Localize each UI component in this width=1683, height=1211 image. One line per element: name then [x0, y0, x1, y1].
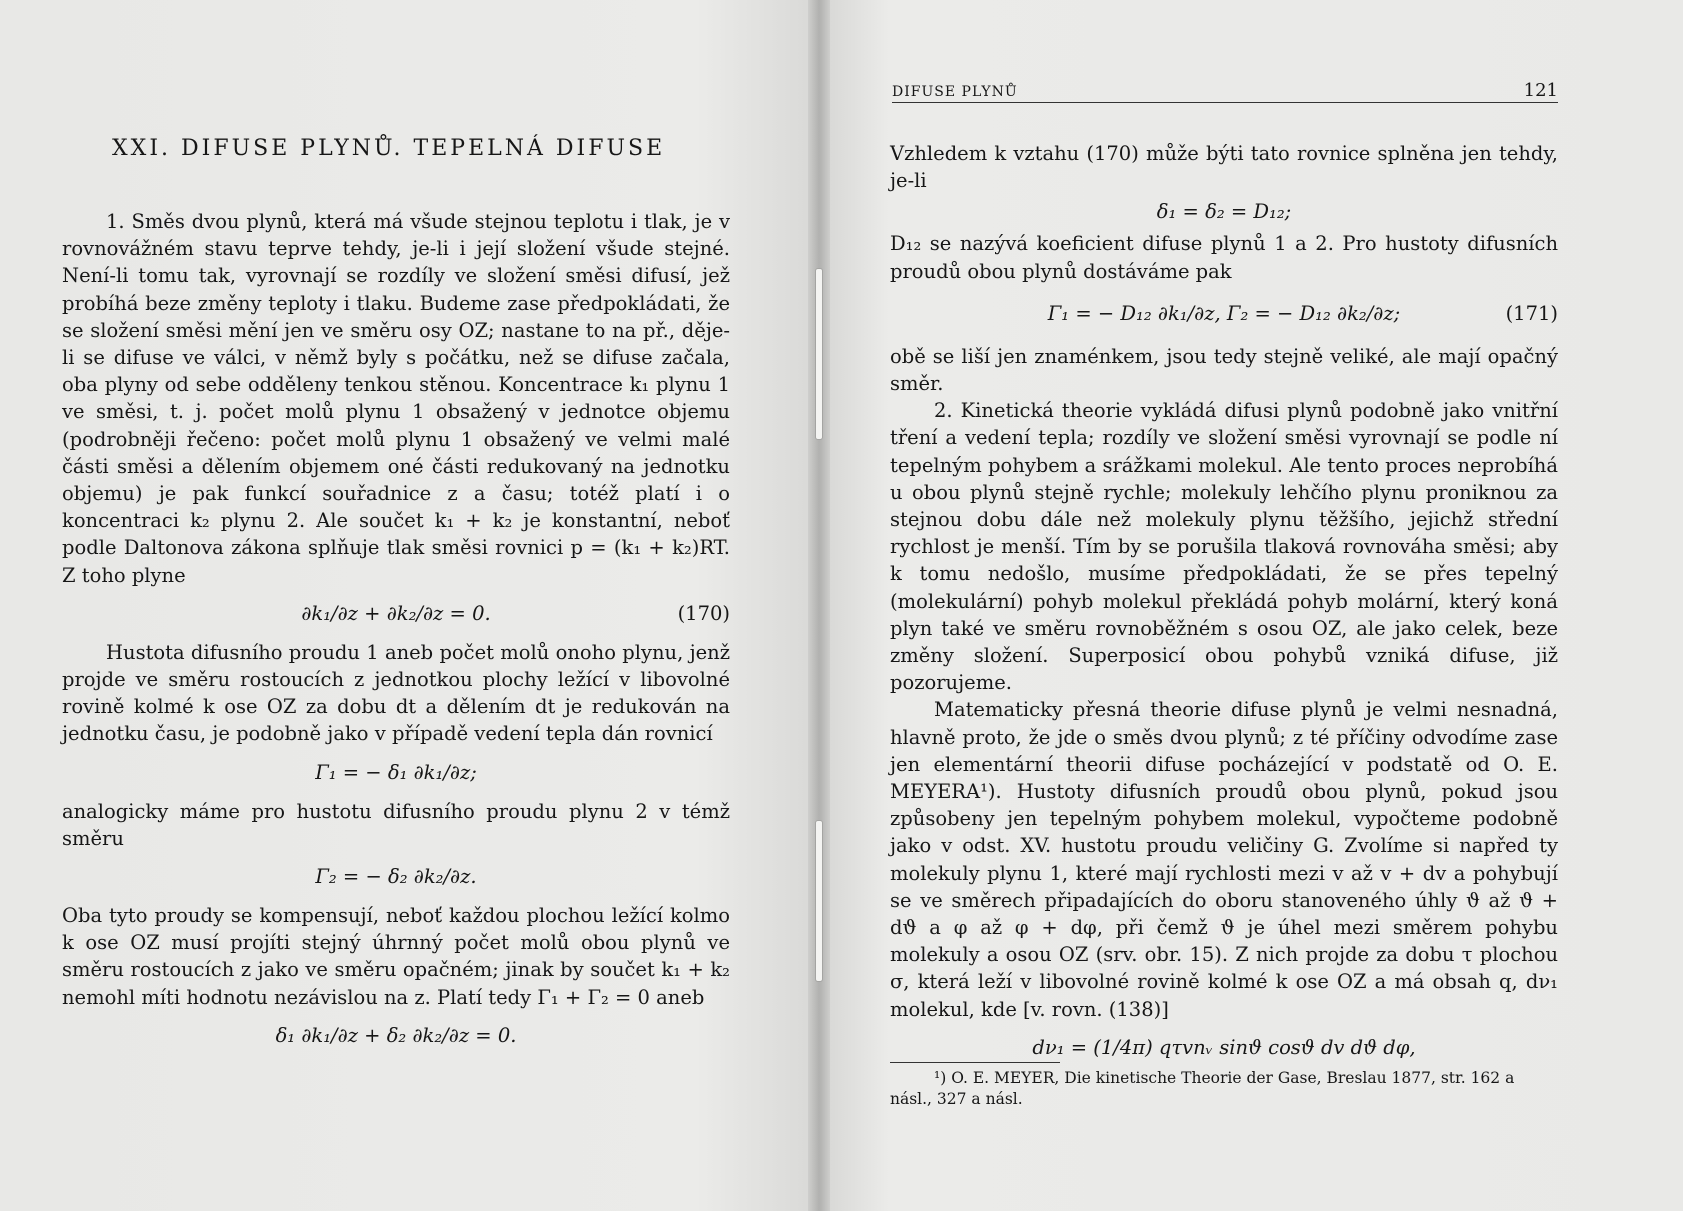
- equation-171: [890, 285, 1558, 343]
- footnote: ¹) O. E. MEYER, Die kinetische Theorie der Gase, Breslau 1877, str. 162 a násl., 327 a násl.: [890, 1069, 1515, 1108]
- equation-body: dν₁ = (1/4π) qτvnᵥ sinϑ cosϑ dv dϑ dφ,: [1032, 1035, 1416, 1059]
- paragraph: D₁₂ se nazývá koeficient difuse plynů 1 a 2. Pro hustoty difusních proudů obou plynů dostáváme pak: [890, 232, 1558, 283]
- equation-gamma1: [62, 748, 730, 798]
- footnote-rule: [890, 1062, 1060, 1063]
- equation-170: [62, 589, 730, 639]
- running-head-title: DIFUSE PLYNŮ: [892, 84, 1018, 100]
- paragraph: 1. Směs dvou plynů, která má všude stejnou teplotu i tlak, je v rovnovážném stavu teprve tehdy, je-li i její složení všude stejné. Není-li tomu tak, vyrovnají se rozdíly ve složení směsi difusí, jež probíhá beze změny teploty i tlaku. Budeme zase předpokládati, že se složení směsi mění jen ve směru osy OZ; nastane to na př., děje-li se difuse ve válci, v němž byly s počátku, než se difuse začala, oba plyny od sebe odděleny tenkou stěnou. Koncentrace k₁ plynu 1 ve směsi, t. j. počet molů plynu 1 obsažený v jednotce objemu (podrobněji řečeno: počet molů plynu 1 obsažený ve velmi malé části směsi a dělením objemem oné části redukovaný na jednotku objemu) je pak funkcí souřadnice z a času; totéž platí i o koncentraci k₂ plynu 2. Ale součet k₁ + k₂ je konstantní, neboť podle Daltonova zákona splňuje tlak směsi rovnici p = (k₁ + k₂)RT. Z toho plyne: [62, 210, 730, 587]
- paragraph: Oba tyto proudy se kompensují, neboť každou plochou ležící kolmo k ose OZ musí projíti stejný úhrnný počet molů obou plynů ve směru rostoucích z jako ve směru opačném; jinak by součet k₁ + k₂ nemohl míti hodnotu nezávislou na z. Platí tedy Γ₁ + Γ₂ = 0 aneb: [62, 904, 730, 1009]
- running-head: [892, 80, 1558, 103]
- paragraph: Vzhledem k vztahu (170) může býti tato rovnice splněna jen tehdy, je-li: [890, 142, 1558, 193]
- equation-delta: [890, 194, 1558, 230]
- paragraph: obě se liší jen znaménkem, jsou tedy stejně veliké, ale mají opačný směr.: [890, 344, 1558, 396]
- equation-gamma2: [62, 852, 730, 902]
- right-text-column: [890, 140, 1558, 1073]
- paragraph: Matematicky přesná theorie difuse plynů je velmi nesnadná, hlavně proto, že jde o směs dvou plynů; z té příčiny odvodíme zase jen elementární theorii difuse pocházející v podstatě od O. E. MEYERA¹). Hustoty difusních proudů obou plynů, pokud jsou způsobeny jen tepelným pohybem molekul, vypočteme podobně jako v odst. XV. hustotu proudu veličiny G. Zvolíme si napřed ty molekuly plynu 1, které mají rychlosti mezi v až v + dv a pohybují se ve směrech připadajících do oboru stanoveného úhly ϑ až ϑ + dϑ a φ až φ + dφ, při čemž ϑ je úhel mezi směrem pohybu molekuly a osou OZ (srv. obr. 15). Z nich projde za dobu τ plochou σ, která leží v libovolné rovině kolmé k ose OZ a má obsah q, dν₁ molekul, kde [v. rovn. (138)]: [890, 698, 1558, 1021]
- chapter-title: XXI. DIFUSE PLYNŮ. TEPELNÁ DIFUSE: [112, 136, 666, 161]
- equation-number: (170): [677, 601, 730, 625]
- equation-dnu: [890, 1023, 1558, 1073]
- equation-number: (171): [1505, 301, 1558, 325]
- page-number: 121: [1523, 80, 1558, 101]
- binding-stitch: [815, 820, 823, 982]
- equation-sum: [62, 1011, 730, 1061]
- binding-stitch: [815, 268, 823, 440]
- equation-body: δ₁ ∂k₁/∂z + δ₂ ∂k₂/∂z = 0.: [275, 1023, 517, 1047]
- equation-body: Γ₁ = − D₁₂ ∂k₁/∂z, Γ₂ = − D₁₂ ∂k₂/∂z;: [1047, 301, 1401, 325]
- equation-body: Γ₂ = − δ₂ ∂k₂/∂z.: [315, 865, 477, 889]
- equation-body: ∂k₁/∂z + ∂k₂/∂z = 0.: [301, 601, 491, 625]
- equation-body: Γ₁ = − δ₁ ∂k₁/∂z;: [315, 760, 477, 784]
- equation-body: δ₁ = δ₂ = D₁₂;: [1156, 200, 1292, 224]
- left-text-column: [62, 208, 730, 1061]
- paragraph: analogicky máme pro hustotu difusního proudu plynu 2 v témž směru: [62, 799, 730, 850]
- paragraph: 2. Kinetická theorie vykládá difusi plynů podobně jako vnitřní tření a vedení tepla; rozdíly ve složení směsi vyrovnají se podle ní tepelným pohybem a srážkami molekul. Ale tento proces neprobíhá u obou plynů stejně rychle; molekuly lehčího plynu proniknou za stejnou dobu dále než molekuly plynu těžšího, jejichž střední rychlost je menší. Tím by se porušila tlaková rovnováha směsi; aby k tomu nedošlo, musíme předpokládati, že se přes tepelný (molekulární) pohyb molekul překládá pohyb molární, který koná plyn také ve směru rovnoběžném s osou OZ, ale jako celek, beze změny složení. Superposicí obou pohybů vzniká difuse, již pozorujeme.: [890, 399, 1558, 695]
- paragraph: Hustota difusního proudu 1 aneb počet molů onoho plynu, jenž projde ve směru rostoucích z jednotkou plochy ležící v libovolné rovině kolmé k ose OZ za dobu dt a dělením dt je redukován na jednotku času, je podobně jako v případě vedení tepla dán rovnicí: [62, 640, 730, 746]
- book-gutter: [808, 0, 830, 1211]
